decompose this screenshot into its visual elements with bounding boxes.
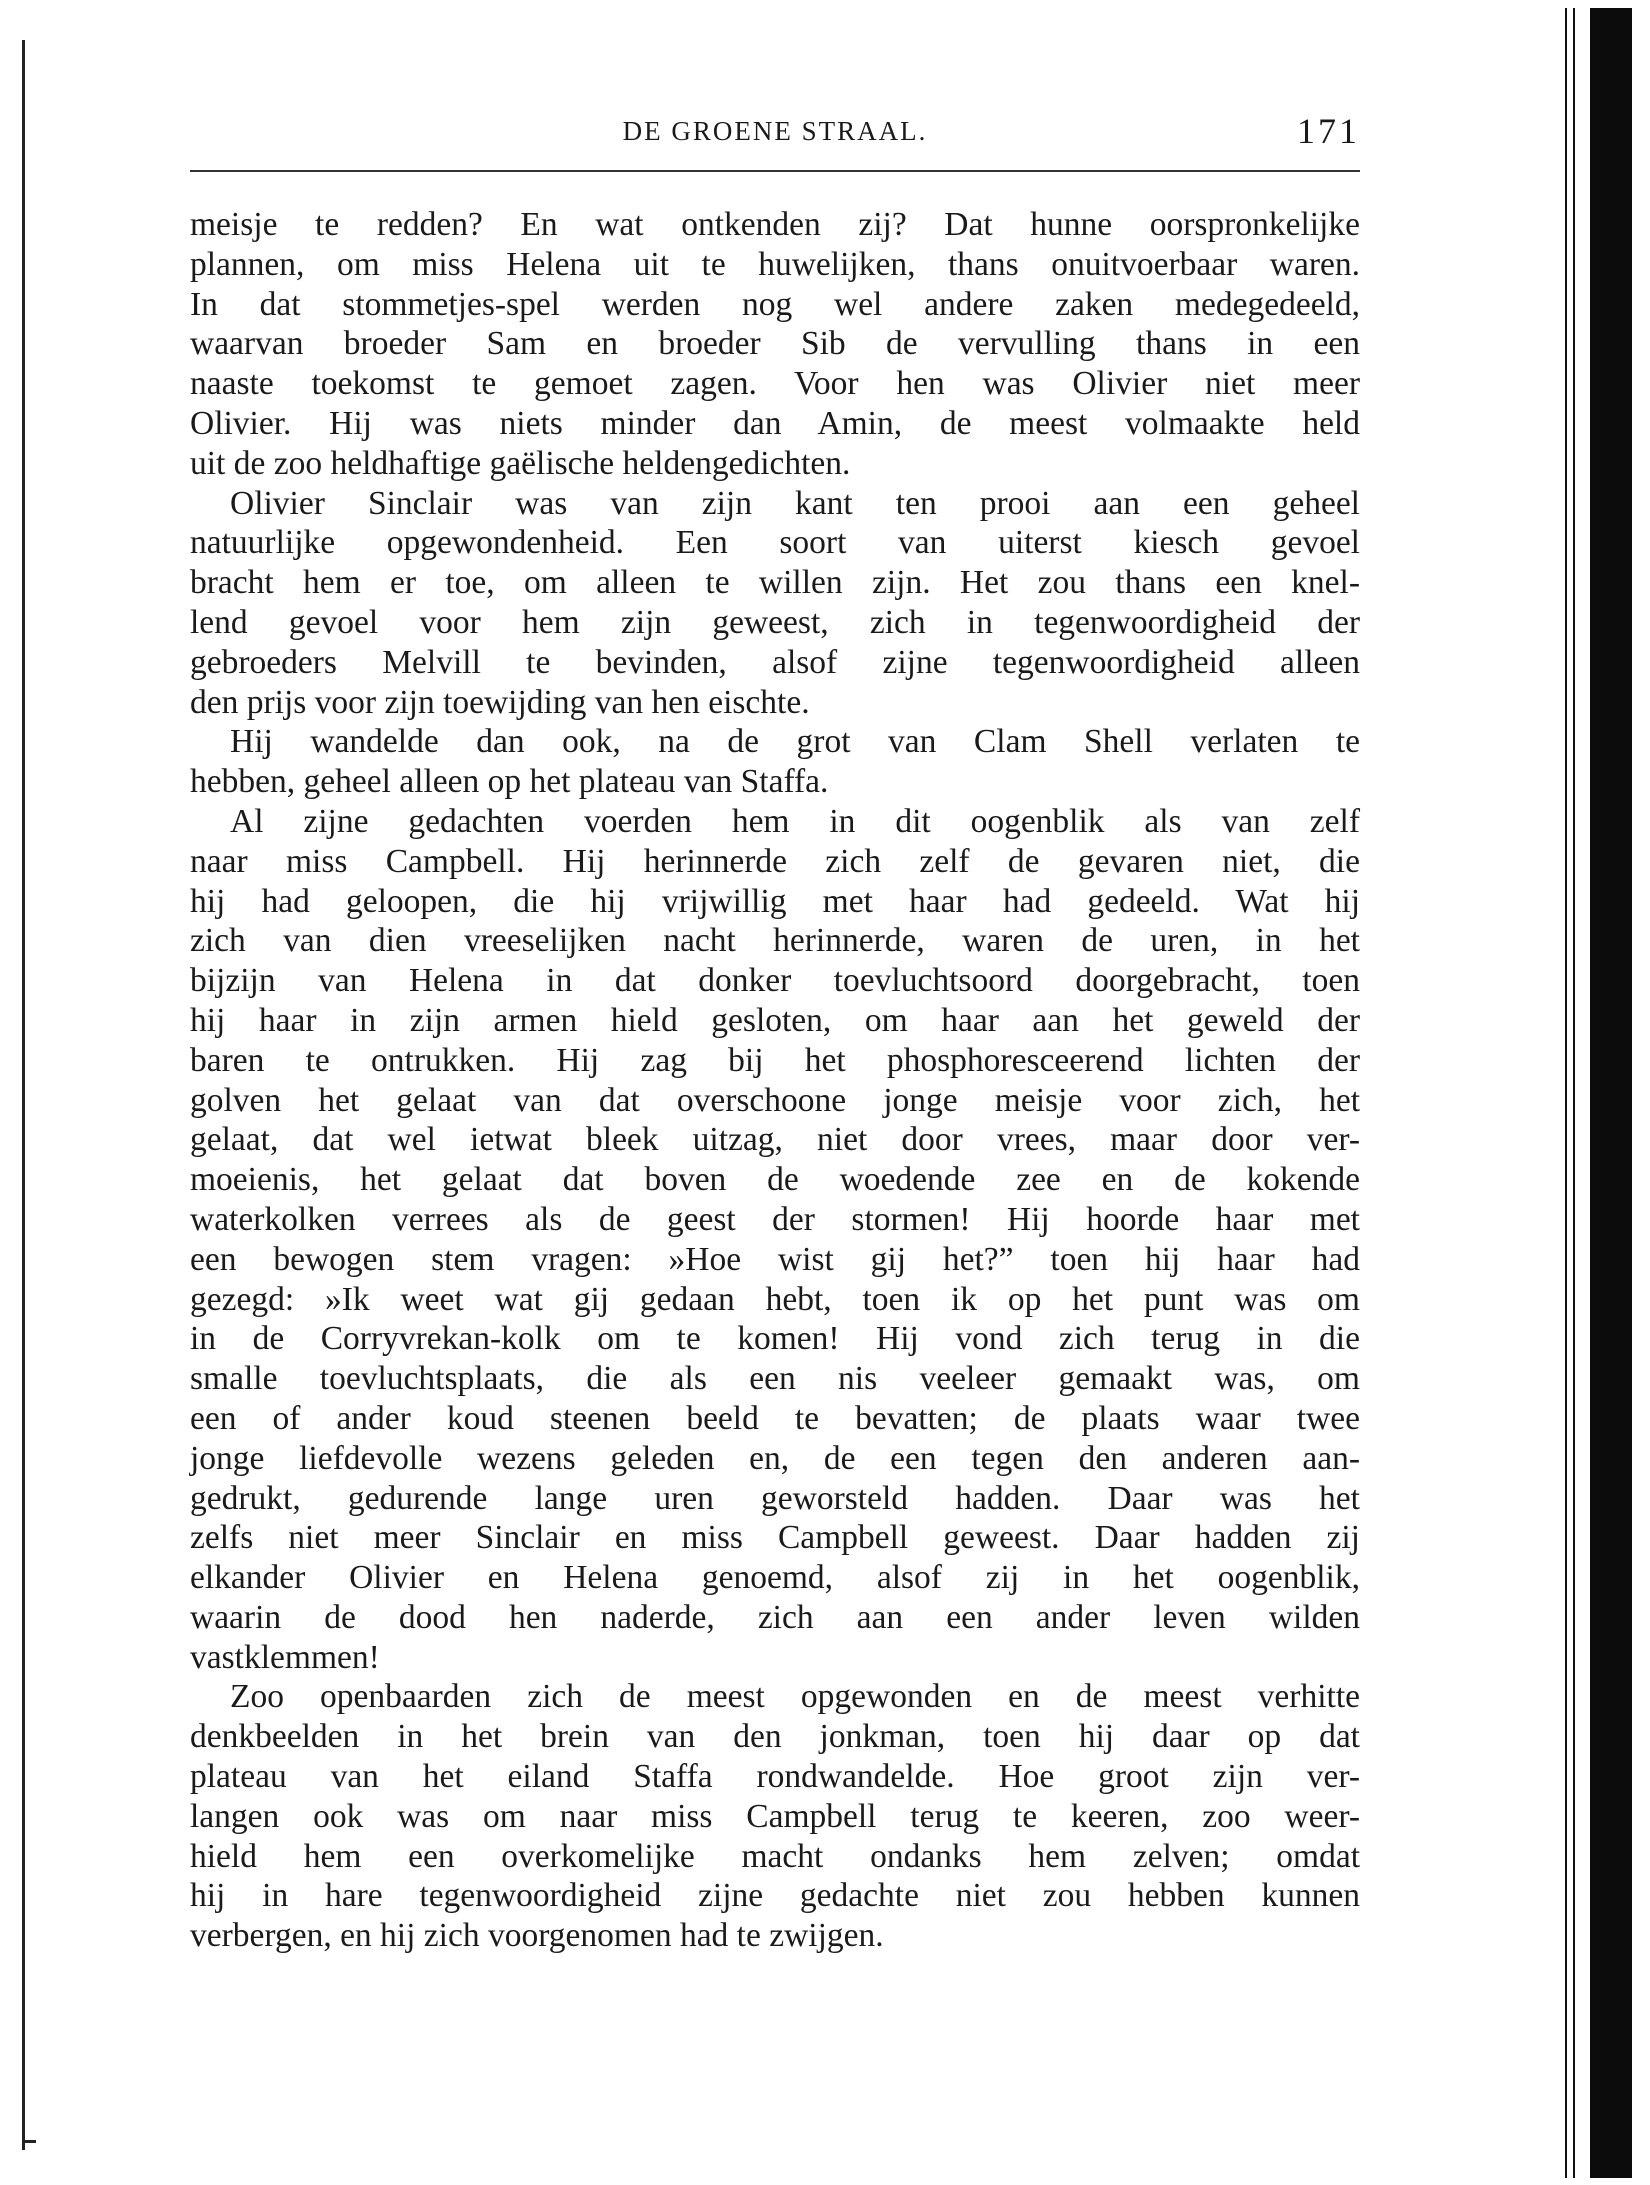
running-title: DE GROENE STRAAL. — [622, 116, 928, 146]
text-line: waarvan broeder Sam en broeder Sib de vervulling thans in een — [190, 325, 1360, 363]
text-line: Olivier Sinclair was van zijn kant ten prooi aan een geheel — [230, 484, 1360, 522]
text-line: waterkolken verrees als de geest der stormen! Hij hoorde haar met — [190, 1200, 1360, 1238]
text-line: zich van dien vreeselijken nacht herinnerde, waren de uren, in het — [190, 922, 1360, 960]
text-line: gebroeders Melvill te bevinden, alsof zijne tegenwoordigheid alleen — [190, 643, 1360, 681]
binding-line — [1573, 8, 1575, 2178]
text-line: langen ook was om naar miss Campbell terug te keeren, zoo weer- — [190, 1797, 1360, 1835]
text-line: gezegd: »Ik weet wat gij gedaan hebt, toen ik op het punt was om — [190, 1280, 1360, 1318]
text-line: Hij wandelde dan ook, na de grot van Clam Shell verlaten te — [230, 723, 1360, 761]
text-line: hij had geloopen, die hij vrijwillig met haar had gedeeld. Wat hij — [190, 882, 1360, 920]
text-line: denkbeelden in het brein van den jonkman, toen hij daar op dat — [190, 1718, 1360, 1756]
text-line: den prijs voor zijn toewijding van hen eischte. — [190, 683, 810, 721]
text-line: bijzijn van Helena in dat donker toevluchtsoord doorgebracht, toen — [190, 962, 1360, 1000]
text-line: plateau van het eiland Staffa rondwandelde. Hoe groot zijn ver- — [190, 1758, 1360, 1796]
text-line: naaste toekomst te gemoet zagen. Voor hen was Olivier niet meer — [190, 365, 1360, 403]
text-line: baren te ontrukken. Hij zag bij het phosphoresceerend lichten der — [190, 1041, 1360, 1079]
text-line: golven het gelaat van dat overschoone jonge meisje voor zich, het — [190, 1081, 1360, 1119]
text-line: naar miss Campbell. Hij herinnerde zich zelf de gevaren niet, die — [190, 842, 1360, 880]
text-line: jonge liefdevolle wezens geleden en, de een tegen den anderen aan- — [190, 1439, 1360, 1477]
text-line: Zoo openbaarden zich de meest opgewonden en de meest verhitte — [230, 1678, 1360, 1716]
text-line: een of ander koud steenen beeld te bevatten; de plaats waar twee — [190, 1399, 1360, 1437]
body-text — [190, 205, 1360, 1956]
text-line: verbergen, en hij zich voorgenomen had te zwijgen. — [190, 1917, 884, 1955]
text-line: in de Corryvrekan-kolk om te komen! Hij vond zich terug in die — [190, 1320, 1360, 1358]
text-line: Al zijne gedachten voerden hem in dit oogenblik als van zelf — [230, 802, 1360, 840]
text-line: hij haar in zijn armen hield gesloten, om haar aan het geweld der — [190, 1001, 1360, 1039]
text-line: een bewogen stem vragen: »Hoe wist gij het?” toen hij haar had — [190, 1240, 1360, 1278]
text-line: elkander Olivier en Helena genoemd, alsof zij in het oogenblik, — [190, 1559, 1360, 1597]
text-line: vastklemmen! — [190, 1638, 380, 1676]
text-line: hij in hare tegenwoordigheid zijne gedachte niet zou hebben kunnen — [190, 1877, 1360, 1915]
text-line: natuurlijke opgewondenheid. Een soort van uiterst kiesch gevoel — [190, 524, 1360, 562]
scan-edge-foot — [22, 2140, 36, 2143]
text-line: In dat stommetjes-spel werden nog wel andere zaken medegedeeld, — [190, 285, 1360, 323]
binding-line — [1565, 8, 1567, 2178]
text-line: hebben, geheel alleen op het plateau van Staffa. — [190, 763, 829, 801]
text-line: waarin de dood hen naderde, zich aan een ander leven wilden — [190, 1598, 1360, 1636]
text-line: plannen, om miss Helena uit te huwelijken, thans onuitvoerbaar waren. — [190, 245, 1360, 283]
text-line: smalle toevluchtsplaats, die als een nis veeleer gemaakt was, om — [190, 1360, 1360, 1398]
scan-edge-shadow — [22, 40, 25, 2150]
text-line: gedrukt, gedurende lange uren geworsteld hadden. Daar was het — [190, 1479, 1360, 1517]
binding-gutter — [1590, 8, 1632, 2178]
text-line: bracht hem er toe, om alleen te willen zijn. Het zou thans een knel- — [190, 564, 1360, 602]
text-line: gelaat, dat wel ietwat bleek uitzag, niet door vrees, maar door ver- — [190, 1121, 1360, 1159]
header-rule — [190, 170, 1360, 172]
text-line: Olivier. Hij was niets minder dan Amin, de meest volmaakte held — [190, 404, 1360, 442]
text-line: uit de zoo heldhaftige gaëlische heldengedichten. — [190, 444, 851, 482]
text-line: hield hem een overkomelijke macht ondanks hem zelven; omdat — [190, 1837, 1360, 1875]
page-number: 171 — [1297, 111, 1360, 151]
text-line: lend gevoel voor hem zijn geweest, zich in tegenwoordigheid der — [190, 603, 1360, 641]
text-line: meisje te redden? En wat ontkenden zij? Dat hunne oorspronkelijke — [190, 206, 1360, 243]
text-line: moeienis, het gelaat dat boven de woedende zee en de kokende — [190, 1161, 1360, 1199]
running-head — [190, 108, 1360, 158]
text-line: zelfs niet meer Sinclair en miss Campbell geweest. Daar hadden zij — [190, 1519, 1360, 1557]
